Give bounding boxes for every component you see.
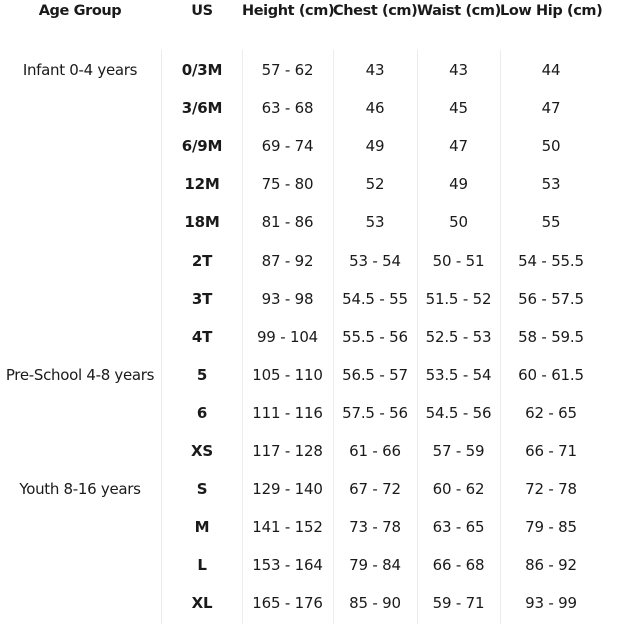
height-cell: 69 - 74 [261, 137, 314, 155]
header-height: Height (cm) [242, 3, 335, 19]
chest-cell: 61 - 66 [349, 442, 401, 460]
chest-cell: 53 [365, 213, 385, 231]
waist-cell: 49 [449, 175, 468, 193]
low-hip-cell: 72 - 78 [525, 480, 577, 498]
waist-cell: 43 [449, 61, 468, 79]
header-waist: Waist (cm) [417, 3, 501, 19]
chest-cell: 73 - 78 [349, 518, 401, 536]
age-group-label: Youth 8-16 years [19, 480, 141, 498]
us-size-cell: 5 [196, 366, 208, 384]
age-group-label: Pre-School 4-8 years [5, 366, 155, 384]
chest-cell: 43 [365, 61, 385, 79]
waist-cell: 47 [449, 137, 468, 155]
height-cell: 63 - 68 [261, 99, 314, 117]
us-size-cell: 18M [184, 213, 220, 231]
chest-cell: 79 - 84 [349, 556, 401, 574]
us-size-cell: M [194, 518, 210, 536]
low-hip-cell: 86 - 92 [525, 556, 577, 574]
us-size-cell: L [197, 556, 207, 574]
waist-cell: 51.5 - 52 [425, 290, 492, 308]
height-cell: 165 - 176 [252, 594, 323, 612]
waist-cell: 54.5 - 56 [425, 404, 492, 422]
chest-cell: 55.5 - 56 [342, 328, 408, 346]
waist-cell: 52.5 - 53 [425, 328, 492, 346]
low-hip-cell: 56 - 57.5 [518, 290, 584, 308]
height-cell: 117 - 128 [252, 442, 323, 460]
waist-cell: 57 - 59 [432, 442, 485, 460]
chest-cell: 85 - 90 [349, 594, 401, 612]
chest-cell: 54.5 - 55 [342, 290, 408, 308]
waist-cell: 53.5 - 54 [425, 366, 492, 384]
height-cell: 93 - 98 [261, 290, 314, 308]
height-cell: 57 - 62 [261, 61, 314, 79]
us-size-cell: 3/6M [181, 99, 223, 117]
chest-cell: 52 [365, 175, 385, 193]
header-chest: Chest (cm) [333, 3, 418, 19]
age-group-label: Infant 0-4 years [22, 61, 138, 79]
height-cell: 87 - 92 [261, 252, 314, 270]
height-cell: 105 - 110 [252, 366, 323, 384]
height-cell: 129 - 140 [252, 480, 323, 498]
chest-cell: 56.5 - 57 [342, 366, 408, 384]
low-hip-cell: 60 - 61.5 [518, 366, 584, 384]
us-size-cell: S [196, 480, 208, 498]
low-hip-cell: 53 [541, 175, 561, 193]
height-cell: 81 - 86 [261, 213, 314, 231]
height-cell: 141 - 152 [252, 518, 323, 536]
us-size-cell: 0/3M [181, 61, 223, 79]
low-hip-cell: 44 [541, 61, 561, 79]
chest-cell: 46 [365, 99, 385, 117]
low-hip-cell: 54 - 55.5 [518, 252, 584, 270]
height-cell: 99 - 104 [256, 328, 319, 346]
low-hip-cell: 62 - 65 [525, 404, 577, 422]
low-hip-cell: 79 - 85 [525, 518, 577, 536]
height-cell: 153 - 164 [252, 556, 323, 574]
waist-cell: 63 - 65 [432, 518, 485, 536]
waist-cell: 60 - 62 [432, 480, 485, 498]
us-size-cell: 4T [191, 328, 213, 346]
chest-cell: 49 [365, 137, 385, 155]
chest-cell: 53 - 54 [349, 252, 401, 270]
us-size-cell: XL [191, 594, 213, 612]
us-size-cell: 6/9M [181, 137, 223, 155]
us-size-cell: XS [191, 442, 213, 460]
waist-cell: 50 [449, 213, 468, 231]
header-low-hip: Low Hip (cm) [500, 3, 603, 19]
waist-cell: 50 - 51 [432, 252, 485, 270]
us-size-cell: 2T [191, 252, 213, 270]
waist-cell: 59 - 71 [432, 594, 485, 612]
header-age-group: Age Group [38, 3, 122, 19]
height-cell: 75 - 80 [261, 175, 314, 193]
us-size-cell: 12M [184, 175, 220, 193]
low-hip-cell: 58 - 59.5 [518, 328, 584, 346]
header-us: US [191, 3, 213, 19]
us-size-cell: 6 [196, 404, 208, 422]
chest-cell: 67 - 72 [349, 480, 401, 498]
low-hip-cell: 50 [541, 137, 561, 155]
low-hip-cell: 47 [541, 99, 561, 117]
height-cell: 111 - 116 [252, 404, 323, 422]
low-hip-cell: 93 - 99 [525, 594, 577, 612]
chest-cell: 57.5 - 56 [342, 404, 408, 422]
us-size-cell: 3T [191, 290, 213, 308]
waist-cell: 45 [449, 99, 468, 117]
waist-cell: 66 - 68 [432, 556, 485, 574]
low-hip-cell: 55 [541, 213, 561, 231]
low-hip-cell: 66 - 71 [525, 442, 577, 460]
